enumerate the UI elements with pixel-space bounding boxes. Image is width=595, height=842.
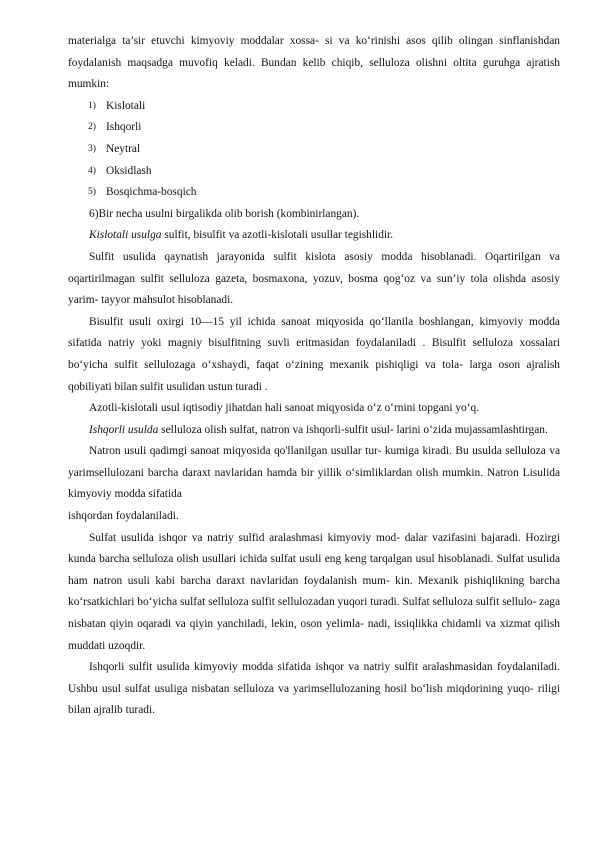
list-item-label: Bosqichma-bosqich xyxy=(106,186,197,199)
list-item xyxy=(68,96,560,118)
ishqorli-text: selluloza olish sulfat, natron va ishqorli-sulfit usul- larini o‘zida mujassamlashtirgan. xyxy=(158,423,548,436)
list-item-label: Neytral xyxy=(106,142,141,155)
kislotali-text: sulfit, bisulfit va azotli-kislotali usullar tegishlidir. xyxy=(161,229,394,242)
list-item-number: 5) xyxy=(88,187,96,198)
paragraph-sulfat: Sulfat usulida ishqor va natriy sulfid aralashmasi kimyoviy mod- dalar vazifasini bajaradi. Hozirgi kunda barcha selluloza olish usullari ichida sulfat usuli eng keng tarqalgan usul hisoblanadi. Sulfat usulida ham natron usuli kabi barcha daraxt navlaridan foydalanish mum- kin. Mexanik pishiqlikning barcha ko‘rsatkichlari bo‘yicha sulfat selluloza sulfit sellulozadan yuqori turadi. Sulfat selluloza sulfit sellulo- zaga nisbatan qiyin oqaradi va qiyin yanchiladi, lekin, oson yelimla- nadi, issiqlikka chidamli va xizmat qilish muddati uzoqdir. xyxy=(68,531,560,652)
term-kislotali-usul: Kislotali usulga xyxy=(89,229,162,242)
list-item xyxy=(68,139,560,161)
list-item-label: Oksidlash xyxy=(106,164,152,177)
document-page xyxy=(68,31,560,722)
paragraph-sulfit: Sulfit usulida qaynatish jarayonida sulfit kislota asosiy modda hisoblanadi. Oqartirilgan va oqartirilmagan sulfit selluloza gazeta, bosmaxona, yozuv, bosma qog‘oz va sun’iy tola olishda asosiy yarim- tayyor mahsulot hisoblanadi. xyxy=(68,250,560,307)
paragraph-azotli: Azotli-kislotali usul iqtisodiy jihatdan hali sanoat miqyosida o‘z o‘rnini topgani yo‘q. xyxy=(89,402,480,415)
paragraph-item6: 6)Bir necha usulni birgalikda olib borish (kombinirlangan). xyxy=(89,207,360,220)
paragraph-natron: Natron usuli qadimgi sanoat miqyosida qo'llanilgan usullar tur- kumiga kiradi. Bu usulda selluloza va yarimsellulozani barcha daraxt navlaridan hamda bir yillik o‘simliklardan olish mumkin. Natron Lisulida kimyoviy modda sifatida xyxy=(68,445,560,501)
list-item-number: 2) xyxy=(88,122,96,133)
list-item xyxy=(68,117,560,139)
paragraph-kislotali xyxy=(68,225,560,247)
list-item xyxy=(68,161,560,183)
method-list xyxy=(68,96,560,204)
paragraph-ishqorli xyxy=(68,420,560,442)
list-item-label: Ishqorli xyxy=(106,121,142,134)
list-item-number: 4) xyxy=(88,165,96,176)
list-item-number: 1) xyxy=(88,100,96,111)
paragraph-ishqorli-sulfit: Ishqorli sulfit usulida kimyoviy modda sifatida ishqor va natriy sulfit aralashmasidan foydalaniladi. Ushbu usul sulfat usuliga nisbatan selluloza va yarimsellulozaning hosil bo‘lish miqdorining yuqo- riligi bilan ajralib turadi. xyxy=(68,661,560,717)
list-item-number: 3) xyxy=(88,143,96,154)
list-item-label: Kislotali xyxy=(106,99,146,112)
term-ishqorli-usul: Ishqorli usulda xyxy=(89,423,159,436)
paragraph-bisulfit: Bisulfit usuli oxirgi 10—15 yil ichida sanoat miqyosida qo‘llanila boshlangan, kimyoviy modda sifatida natriy yoki magniy bisulfitning suvli eritmasidan foydalaniladi . Bisulfit selluloza xossalari bo‘yicha sulfit sellulozaga o‘xshaydi, faqat o‘zining mexanik pishiqligi va tola- larga oson ajralish qobiliyati bilan sulfit usulidan ustun turadi . xyxy=(68,315,560,393)
paragraph-intro: materialga ta’sir etuvchi kimyoviy moddalar xossa- si va ko‘rinishi asos qilib olingan sinflanishdan foydalanish maqsadga muvofiq keladi. Bundan kelib chiqib, selluloza olishni oltita guruhga ajratish mumkin: xyxy=(68,35,560,91)
list-item xyxy=(68,182,560,204)
paragraph-natron-continuation: ishqordan foydalaniladi. xyxy=(68,510,179,523)
